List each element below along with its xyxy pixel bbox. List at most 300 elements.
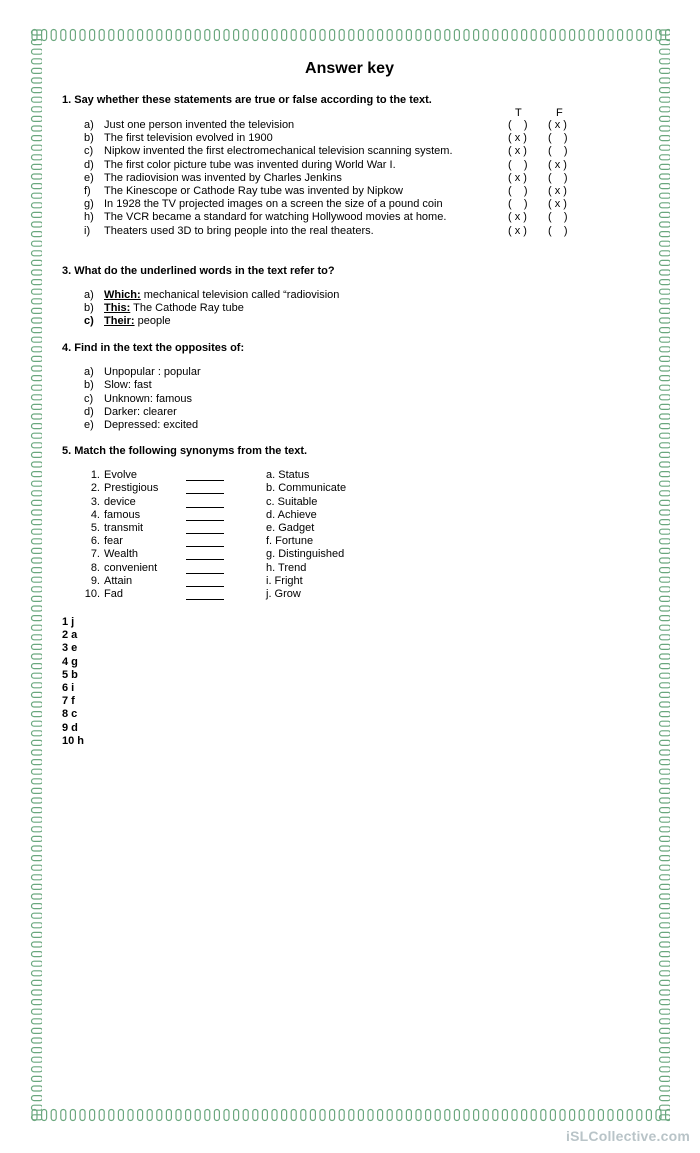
referent-item — [62, 289, 637, 302]
false-mark: ( ) — [548, 171, 568, 184]
paperclip-glyph — [186, 1110, 191, 1121]
paperclip-glyph — [660, 856, 671, 861]
paperclip-glyph — [660, 328, 671, 333]
paperclip-glyph — [406, 30, 411, 41]
answer-blank — [186, 493, 224, 494]
item-letter: c) — [84, 392, 94, 405]
opposite-item — [62, 419, 637, 432]
paperclip-glyph — [32, 251, 43, 256]
paperclip-glyph — [560, 1110, 565, 1121]
paperclip-glyph — [531, 1110, 536, 1121]
paperclip-glyph — [32, 731, 43, 736]
paperclip-glyph — [660, 376, 671, 381]
paperclip-glyph — [32, 923, 43, 928]
paperclip-glyph — [660, 1096, 671, 1101]
paperclip-glyph — [464, 1110, 469, 1121]
paperclip-glyph — [660, 568, 671, 573]
false-mark: ( ) — [548, 224, 568, 237]
paperclip-glyph — [32, 673, 43, 678]
paperclip-glyph — [660, 136, 671, 141]
paperclip-glyph — [90, 1110, 95, 1121]
answer-item: 1 j — [62, 616, 75, 629]
paperclip-glyph — [32, 702, 43, 707]
match-word: Wealth — [104, 548, 139, 561]
paperclip-glyph — [320, 30, 325, 41]
paperclip-glyph — [660, 433, 671, 438]
paperclip-glyph — [99, 30, 104, 41]
paperclip-glyph — [550, 30, 555, 41]
item-letter: d) — [84, 158, 94, 171]
paperclip-glyph — [660, 529, 671, 534]
paperclip-glyph — [214, 30, 219, 41]
paperclip-glyph — [608, 30, 613, 41]
answer-item: 2 a — [62, 629, 78, 642]
paperclip-glyph — [416, 30, 421, 41]
paperclip-glyph — [426, 30, 431, 41]
paperclip-glyph — [32, 164, 43, 169]
paperclip-glyph — [32, 376, 43, 381]
synonym-row — [62, 482, 637, 495]
true-mark: ( ) — [508, 158, 528, 171]
paperclip-glyph — [474, 1110, 479, 1121]
paperclip-glyph — [618, 1110, 623, 1121]
item-number: 1. — [90, 469, 100, 482]
false-mark: ( ) — [548, 211, 568, 224]
paperclip-glyph — [32, 337, 43, 342]
synonym-option: d. Achieve — [266, 508, 317, 521]
paperclip-glyph — [80, 1110, 85, 1121]
section-referents — [62, 265, 637, 329]
paperclip-glyph — [310, 1110, 315, 1121]
paperclip-glyph — [627, 30, 632, 41]
synonym-option: j. Grow — [266, 587, 301, 600]
paperclip-glyph — [147, 1110, 152, 1121]
paperclip-glyph — [61, 1110, 66, 1121]
paperclip-glyph — [660, 702, 671, 707]
paperclip-glyph — [224, 30, 229, 41]
true-mark: ( x ) — [508, 145, 527, 158]
paperclip-glyph — [589, 30, 594, 41]
paperclip-glyph — [660, 884, 671, 889]
paperclip-glyph — [243, 1110, 248, 1121]
paperclip-glyph — [32, 193, 43, 198]
paperclip-glyph — [166, 30, 171, 41]
paperclip-glyph — [660, 577, 671, 582]
paperclip-glyph — [32, 232, 43, 237]
item-number: 5. — [90, 521, 100, 534]
paperclip-glyph — [660, 1000, 671, 1005]
paperclip-glyph — [32, 1115, 43, 1120]
paperclip-glyph — [660, 241, 671, 246]
paperclip-glyph — [541, 1110, 546, 1121]
paperclip-glyph — [32, 692, 43, 697]
section-opposites — [62, 342, 637, 432]
paperclip-glyph — [32, 30, 43, 35]
true-mark: ( x ) — [508, 171, 527, 184]
paperclip-glyph — [646, 30, 651, 41]
paperclip-glyph — [51, 30, 56, 41]
paperclip-glyph — [32, 712, 43, 717]
item-letter: d) — [84, 405, 94, 418]
paperclip-glyph — [368, 1110, 373, 1121]
paperclip-glyph — [660, 49, 671, 54]
paperclip-glyph — [214, 1110, 219, 1121]
paperclip-glyph — [378, 1110, 383, 1121]
paperclip-glyph — [660, 654, 671, 659]
paperclip-glyph — [660, 472, 671, 477]
match-word: convenient — [104, 561, 158, 574]
paperclip-glyph — [660, 1067, 671, 1072]
page-title: Answer key — [305, 60, 394, 77]
paperclip-glyph — [660, 97, 671, 102]
paperclip-glyph — [660, 942, 671, 947]
section-question: 3. What do the underlined words in the text refer to? — [62, 264, 335, 277]
answer-blank — [186, 533, 224, 534]
paperclip-glyph — [195, 1110, 200, 1121]
paperclip-glyph — [128, 30, 133, 41]
paperclip-glyph — [660, 548, 671, 553]
paperclip-glyph — [560, 30, 565, 41]
statement-item — [62, 198, 637, 211]
statement-item — [62, 132, 637, 145]
paperclip-glyph — [660, 491, 671, 496]
synonym-match-list — [62, 469, 637, 601]
paperclip-glyph — [464, 30, 469, 41]
false-column-header: F — [556, 107, 563, 119]
item-number: 2. — [90, 482, 100, 495]
paperclip-glyph — [660, 280, 671, 285]
paperclip-glyph — [32, 366, 43, 371]
paperclip-glyph — [660, 980, 671, 985]
paperclip-glyph — [32, 472, 43, 477]
paperclip-glyph — [660, 616, 671, 621]
statement-text: In 1928 the TV projected images on a screen the size of a pound coin — [104, 198, 443, 211]
paperclip-glyph — [32, 779, 43, 784]
paperclip-glyph — [32, 769, 43, 774]
paperclip-glyph — [32, 587, 43, 592]
paperclip-glyph — [32, 49, 43, 54]
paperclip-glyph — [32, 913, 43, 918]
paperclip-glyph — [660, 107, 671, 112]
match-word: Fad — [104, 587, 123, 600]
paperclip-glyph — [660, 299, 671, 304]
paperclip-glyph — [32, 395, 43, 400]
paperclip-glyph — [32, 788, 43, 793]
item-number: 7. — [90, 548, 100, 561]
paperclip-glyph — [32, 884, 43, 889]
decorative-border-left — [30, 28, 42, 1122]
paperclip-glyph — [32, 836, 43, 841]
paperclip-glyph — [660, 232, 671, 237]
section-synonyms — [62, 445, 637, 748]
paperclip-glyph — [660, 664, 671, 669]
statement-text: The first color picture tube was invented during World War I. — [104, 158, 396, 171]
paperclip-glyph — [272, 30, 277, 41]
section-question: 5. Match the following synonyms from the text. — [62, 445, 308, 458]
referent-text — [104, 302, 244, 315]
paperclip-glyph — [660, 78, 671, 83]
paperclip-glyph — [32, 289, 43, 294]
paperclip-glyph — [660, 913, 671, 918]
statement-item — [62, 159, 637, 172]
paperclip-glyph — [32, 328, 43, 333]
paperclip-glyph — [205, 30, 210, 41]
paperclip-glyph — [660, 769, 671, 774]
paperclip-glyph — [70, 30, 75, 41]
opposite-item — [62, 406, 637, 419]
answer-blank — [186, 599, 224, 600]
paperclip-glyph — [32, 932, 43, 937]
paperclip-glyph — [32, 414, 43, 419]
paperclip-glyph — [118, 1110, 123, 1121]
paperclip-glyph — [32, 145, 43, 150]
synonym-option: c. Suitable — [266, 495, 318, 508]
paperclip-glyph — [176, 30, 181, 41]
paperclip-glyph — [32, 97, 43, 102]
item-number: 3. — [90, 495, 100, 508]
paperclip-glyph — [32, 664, 43, 669]
match-word: Prestigious — [104, 482, 159, 495]
paperclip-glyph — [32, 894, 43, 899]
item-letter: g) — [84, 198, 94, 211]
paperclip-glyph — [660, 222, 671, 227]
paperclip-glyph — [32, 539, 43, 544]
paperclip-glyph — [32, 760, 43, 765]
paperclip-glyph — [474, 30, 479, 41]
paperclip-glyph — [138, 1110, 143, 1121]
paperclip-glyph — [660, 808, 671, 813]
paperclip-glyph — [660, 587, 671, 592]
paperclip-glyph — [660, 347, 671, 352]
paperclip-glyph — [660, 424, 671, 429]
paperclip-glyph — [32, 596, 43, 601]
paperclip-glyph — [522, 1110, 527, 1121]
paperclip-glyph — [660, 414, 671, 419]
paperclip-glyph — [660, 827, 671, 832]
paperclip-glyph — [358, 1110, 363, 1121]
decorative-border-bottom — [30, 1108, 670, 1122]
paperclip-glyph — [493, 1110, 498, 1121]
paperclip-glyph — [32, 1038, 43, 1043]
paperclip-glyph — [445, 1110, 450, 1121]
paperclip-glyph — [660, 88, 671, 93]
paperclip-glyph — [387, 30, 392, 41]
paperclip-glyph — [32, 40, 43, 45]
paperclip-glyph — [618, 30, 623, 41]
paperclip-glyph — [32, 625, 43, 630]
statement-text: The VCR became a standard for watching Hollywood movies at home. — [104, 211, 447, 224]
item-number: 9. — [90, 574, 100, 587]
paperclip-glyph — [660, 116, 671, 121]
paperclip-glyph — [32, 136, 43, 141]
paperclip-glyph — [358, 30, 363, 41]
paperclip-glyph — [660, 894, 671, 899]
item-letter: f) — [84, 184, 91, 197]
statement-item — [62, 185, 637, 198]
true-mark: ( x ) — [508, 132, 527, 145]
paperclip-glyph — [32, 491, 43, 496]
paperclip-glyph — [660, 644, 671, 649]
paperclip-glyph — [32, 904, 43, 909]
true-mark: ( ) — [508, 119, 528, 131]
paperclip-glyph — [32, 606, 43, 611]
paperclip-glyph — [32, 817, 43, 822]
referent-meaning: The Cathode Ray tube — [130, 301, 244, 314]
paperclip-glyph — [32, 644, 43, 649]
synonym-option: i. Fright — [266, 574, 303, 587]
match-word: device — [104, 495, 136, 508]
paperclip-glyph — [32, 654, 43, 659]
answer-blank — [186, 507, 224, 508]
paperclip-glyph — [660, 212, 671, 217]
paperclip-glyph — [32, 308, 43, 313]
opposite-text: Unknown: famous — [104, 392, 193, 405]
paperclip-glyph — [32, 184, 43, 189]
paperclip-glyph — [32, 174, 43, 179]
paperclip-glyph — [660, 683, 671, 688]
paperclip-glyph — [660, 174, 671, 179]
paperclip-glyph — [483, 30, 488, 41]
referent-text — [104, 289, 339, 302]
paperclip-glyph — [32, 990, 43, 995]
paperclip-glyph — [32, 88, 43, 93]
referent-meaning: mechanical television called “radiovision — [140, 288, 340, 301]
statement-item — [62, 172, 637, 185]
paperclip-glyph — [660, 788, 671, 793]
paperclip-glyph — [660, 1028, 671, 1033]
item-letter: i) — [84, 224, 91, 237]
paperclip-glyph — [109, 30, 114, 41]
paperclip-glyph — [660, 798, 671, 803]
false-mark: ( x ) — [548, 119, 567, 131]
paperclip-glyph — [32, 260, 43, 265]
synonym-row — [62, 522, 637, 535]
paperclip-glyph — [660, 865, 671, 870]
paperclip-glyph — [660, 318, 671, 323]
paperclip-glyph — [42, 30, 47, 41]
paperclip-glyph — [660, 520, 671, 525]
paperclip-glyph — [541, 30, 546, 41]
paperclip-glyph — [660, 1038, 671, 1043]
answer-blank — [186, 480, 224, 481]
paperclip-glyph — [660, 395, 671, 400]
paperclip-glyph — [426, 1110, 431, 1121]
referent-list — [62, 289, 637, 329]
paperclip-glyph — [660, 731, 671, 736]
paperclip-glyph — [32, 971, 43, 976]
opposite-text: Darker: clearer — [104, 405, 177, 418]
false-mark: ( ) — [548, 132, 568, 145]
paperclip-glyph — [660, 625, 671, 630]
true-mark: ( x ) — [508, 224, 527, 237]
true-false-header — [62, 107, 637, 119]
synonym-row — [62, 469, 637, 482]
paperclip-glyph — [660, 596, 671, 601]
paperclip-glyph — [32, 683, 43, 688]
paperclip-glyph — [32, 356, 43, 361]
paperclip-glyph — [660, 184, 671, 189]
paperclip-glyph — [406, 1110, 411, 1121]
statement-item — [62, 225, 637, 238]
paperclip-glyph — [660, 606, 671, 611]
item-letter: c) — [84, 145, 94, 158]
statement-text: The Kinescope or Cathode Ray tube was invented by Nipkow — [104, 184, 404, 197]
paperclip-glyph — [32, 107, 43, 112]
item-letter: b) — [84, 379, 94, 392]
paperclip-glyph — [32, 318, 43, 323]
paperclip-glyph — [301, 30, 306, 41]
true-mark: ( x ) — [508, 211, 527, 224]
synonym-option: g. Distinguished — [266, 548, 345, 561]
paperclip-glyph — [147, 30, 152, 41]
false-mark: ( x ) — [548, 184, 567, 197]
answer-blank — [186, 559, 224, 560]
paperclip-glyph — [42, 1110, 47, 1121]
underlined-word: Their: — [104, 315, 135, 328]
item-letter: a) — [84, 288, 94, 301]
opposite-text: Slow: fast — [104, 379, 152, 392]
paperclip-glyph — [660, 1057, 671, 1062]
paperclip-glyph — [32, 203, 43, 208]
match-word: Attain — [104, 574, 133, 587]
opposite-item — [62, 393, 637, 406]
true-column-header: T — [515, 107, 522, 119]
paperclip-glyph — [32, 424, 43, 429]
paperclip-glyph — [109, 1110, 114, 1121]
paperclip-glyph — [32, 222, 43, 227]
paperclip-glyph — [32, 270, 43, 275]
paperclip-glyph — [660, 760, 671, 765]
paperclip-glyph — [550, 1110, 555, 1121]
paperclip-glyph — [660, 721, 671, 726]
paperclip-glyph — [660, 817, 671, 822]
opposite-text: Unpopular : popular — [104, 366, 201, 379]
paperclip-glyph — [660, 510, 671, 515]
paperclip-glyph — [660, 1105, 671, 1110]
paperclip-glyph — [32, 980, 43, 985]
section-question: 1. Say whether these statements are true or false according to the text. — [62, 94, 432, 106]
paperclip-glyph — [445, 30, 450, 41]
paperclip-glyph — [637, 1110, 642, 1121]
answer-blank — [186, 586, 224, 587]
paperclip-glyph — [454, 1110, 459, 1121]
paperclip-glyph — [493, 30, 498, 41]
true-mark: ( ) — [508, 198, 528, 211]
paperclip-glyph — [660, 1048, 671, 1053]
opposite-text: Depressed: excited — [104, 419, 199, 431]
paperclip-glyph — [166, 1110, 171, 1121]
paperclip-glyph — [330, 1110, 335, 1121]
match-word: famous — [104, 508, 141, 521]
paperclip-glyph — [660, 337, 671, 342]
answer-item: 10 h — [62, 734, 85, 747]
paperclip-glyph — [32, 750, 43, 755]
false-mark: ( x ) — [548, 198, 567, 211]
paperclip-glyph — [646, 1110, 651, 1121]
synonym-row — [62, 562, 637, 575]
referent-meaning: people — [134, 315, 171, 328]
paperclip-glyph — [512, 1110, 517, 1121]
paperclip-glyph — [660, 779, 671, 784]
paperclip-glyph — [32, 443, 43, 448]
paperclip-glyph — [660, 443, 671, 448]
paperclip-glyph — [598, 30, 603, 41]
item-letter: e) — [84, 171, 94, 184]
paperclip-glyph — [291, 1110, 296, 1121]
paperclip-glyph — [32, 548, 43, 553]
paperclip-glyph — [660, 1019, 671, 1024]
paperclip-glyph — [32, 452, 43, 457]
